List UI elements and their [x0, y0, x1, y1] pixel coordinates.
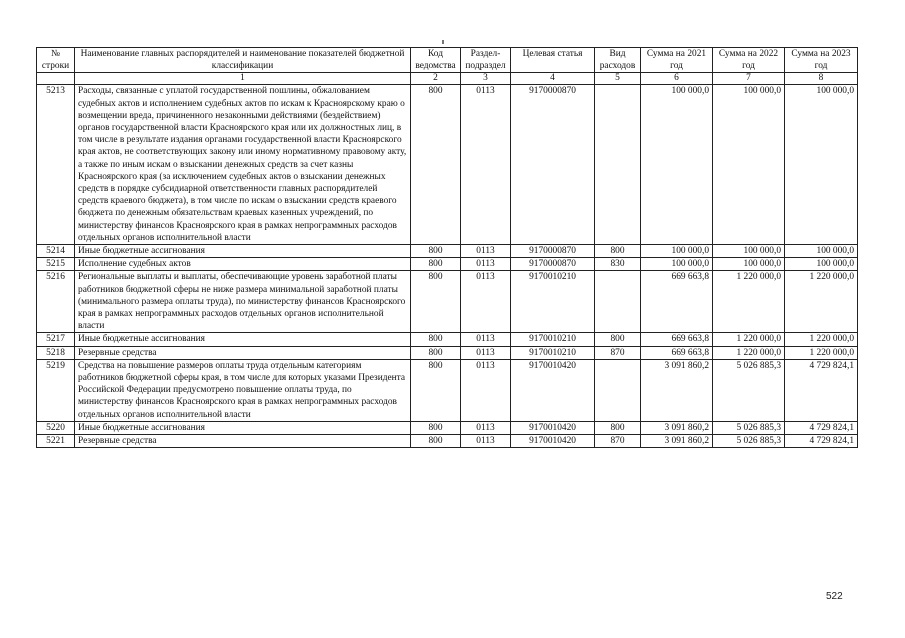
row-target: 9170010420 [511, 421, 595, 434]
row-name: Иные бюджетные ассигнования [75, 333, 411, 346]
row-sum-2021: 100 000,0 [641, 258, 713, 271]
row-dept-code: 800 [411, 359, 461, 421]
row-name: Исполнение судебных актов [75, 258, 411, 271]
row-number: 5219 [37, 359, 75, 421]
row-sum-2021: 669 663,8 [641, 333, 713, 346]
row-target: 9170000870 [511, 245, 595, 258]
row-sum-2021: 669 663,8 [641, 346, 713, 359]
row-section: 0113 [461, 435, 511, 448]
table-row [37, 435, 858, 448]
column-number: 5 [595, 73, 641, 85]
column-number [37, 73, 75, 85]
row-sum-2021: 3 091 860,2 [641, 435, 713, 448]
row-dept-code: 800 [411, 271, 461, 333]
row-number: 5221 [37, 435, 75, 448]
row-name: Резервные средства [75, 346, 411, 359]
row-section: 0113 [461, 421, 511, 434]
column-number: 8 [785, 73, 858, 85]
header-sum-2023: Сумма на 2023 год [785, 48, 858, 73]
row-section: 0113 [461, 258, 511, 271]
table-row [37, 85, 858, 245]
row-name: Резервные средства [75, 435, 411, 448]
header-section: Раздел-подраздел [461, 48, 511, 73]
table-row [37, 271, 858, 333]
row-section: 0113 [461, 359, 511, 421]
row-number: 5215 [37, 258, 75, 271]
row-name: Иные бюджетные ассигнования [75, 421, 411, 434]
row-sum-2021: 3 091 860,2 [641, 421, 713, 434]
table-row [37, 359, 858, 421]
row-expense-type: 800 [595, 421, 641, 434]
row-expense-type: 800 [595, 333, 641, 346]
row-sum-2023: 1 220 000,0 [785, 333, 858, 346]
row-expense-type: 870 [595, 435, 641, 448]
row-sum-2022: 100 000,0 [713, 258, 785, 271]
row-target: 9170010420 [511, 359, 595, 421]
row-sum-2022: 5 026 885,3 [713, 421, 785, 434]
header-dept-code: Код ведомства [411, 48, 461, 73]
row-number: 5216 [37, 271, 75, 333]
row-target: 9170010210 [511, 333, 595, 346]
row-sum-2021: 100 000,0 [641, 85, 713, 245]
row-sum-2022: 5 026 885,3 [713, 435, 785, 448]
row-section: 0113 [461, 346, 511, 359]
row-section: 0113 [461, 85, 511, 245]
column-number-row [37, 73, 858, 85]
row-target: 9170000870 [511, 258, 595, 271]
column-number: 4 [511, 73, 595, 85]
table-row [37, 421, 858, 434]
column-number: 3 [461, 73, 511, 85]
row-dept-code: 800 [411, 435, 461, 448]
table-header-row [37, 48, 858, 73]
row-sum-2022: 1 220 000,0 [713, 333, 785, 346]
row-sum-2023: 100 000,0 [785, 258, 858, 271]
row-expense-type: 800 [595, 245, 641, 258]
column-number: 2 [411, 73, 461, 85]
header-target: Целевая статья [511, 48, 595, 73]
table-row [37, 245, 858, 258]
row-sum-2021: 669 663,8 [641, 271, 713, 333]
row-target: 9170000870 [511, 85, 595, 245]
row-expense-type [595, 85, 641, 245]
table-row [37, 333, 858, 346]
column-number: 7 [713, 73, 785, 85]
row-number: 5220 [37, 421, 75, 434]
row-number: 5214 [37, 245, 75, 258]
row-sum-2023: 4 729 824,1 [785, 359, 858, 421]
row-target: 9170010420 [511, 435, 595, 448]
row-number: 5213 [37, 85, 75, 245]
row-name: Средства на повышение размеров оплаты труда отдельным категориям работников бюджетной сферы края, в том числе для которых указами Президента Российской Федерации предусмотрено повышение оплаты труда, по министерству финансов Красноярского края в рамках непрограммных расходов отдельных органов исполнительной власти [75, 359, 411, 421]
column-number: 1 [75, 73, 411, 85]
header-sum-2022: Сумма на 2022 год [713, 48, 785, 73]
row-dept-code: 800 [411, 421, 461, 434]
row-target: 9170010210 [511, 346, 595, 359]
row-expense-type: 830 [595, 258, 641, 271]
row-name: Иные бюджетные ассигнования [75, 245, 411, 258]
table-row [37, 258, 858, 271]
row-name: Региональные выплаты и выплаты, обеспечивающие уровень заработной платы работников бюджетной сферы не ниже размера минимальной заработной платы (минимального размера оплаты труда), по министерству финансов Красноярского края в рамках непрограммных расходов отдельных органов исполнительной власти [75, 271, 411, 333]
row-section: 0113 [461, 245, 511, 258]
header-row-no: № строки [37, 48, 75, 73]
row-sum-2023: 1 220 000,0 [785, 346, 858, 359]
row-dept-code: 800 [411, 346, 461, 359]
row-sum-2022: 100 000,0 [713, 85, 785, 245]
row-dept-code: 800 [411, 245, 461, 258]
row-expense-type: 870 [595, 346, 641, 359]
row-sum-2022: 1 220 000,0 [713, 271, 785, 333]
row-sum-2023: 1 220 000,0 [785, 271, 858, 333]
page-number: 522 [826, 591, 843, 602]
budget-table [36, 47, 858, 448]
table-row [37, 346, 858, 359]
row-sum-2021: 3 091 860,2 [641, 359, 713, 421]
row-expense-type [595, 359, 641, 421]
header-sum-2021: Сумма на 2021 год [641, 48, 713, 73]
row-name: Расходы, связанные с уплатой государственной пошлины, обжалованием судебных актов и исполнением судебных актов по искам к Красноярскому краю о возмещении вреда, причиненного незаконными действиями (бездействием) органов государственной власти Красноярского края или их должностных лиц, в том числе в результате издания органами государственной власти Красноярского края актов, не соответствующих закону или иному нормативному правовому акту, а также по иным искам о взыскании денежных средств за счет казны Красноярского края (за исключением судебных актов о взыскании денежных средств в порядке субсидиарной ответственности главных распорядителей средств краевого бюджета), в том числе по искам о взыскании средств краевого бюджета по денежным обязательствам краевых казенных учреждений, по министерству финансов Красноярского края в рамках непрограммных расходов отдельных органов исполнительной власти [75, 85, 411, 245]
row-target: 9170010210 [511, 271, 595, 333]
row-sum-2022: 1 220 000,0 [713, 346, 785, 359]
row-dept-code: 800 [411, 333, 461, 346]
row-number: 5218 [37, 346, 75, 359]
row-sum-2023: 100 000,0 [785, 85, 858, 245]
row-sum-2022: 100 000,0 [713, 245, 785, 258]
header-expense-type: Вид расходов [595, 48, 641, 73]
row-sum-2021: 100 000,0 [641, 245, 713, 258]
header-name: Наименование главных распорядителей и наименование показателей бюджетной классификации [75, 48, 411, 73]
row-dept-code: 800 [411, 258, 461, 271]
row-sum-2023: 100 000,0 [785, 245, 858, 258]
row-sum-2022: 5 026 885,3 [713, 359, 785, 421]
scan-mark [442, 40, 444, 44]
column-number: 6 [641, 73, 713, 85]
row-dept-code: 800 [411, 85, 461, 245]
row-expense-type [595, 271, 641, 333]
row-number: 5217 [37, 333, 75, 346]
row-sum-2023: 4 729 824,1 [785, 421, 858, 434]
row-section: 0113 [461, 271, 511, 333]
row-section: 0113 [461, 333, 511, 346]
row-sum-2023: 4 729 824,1 [785, 435, 858, 448]
